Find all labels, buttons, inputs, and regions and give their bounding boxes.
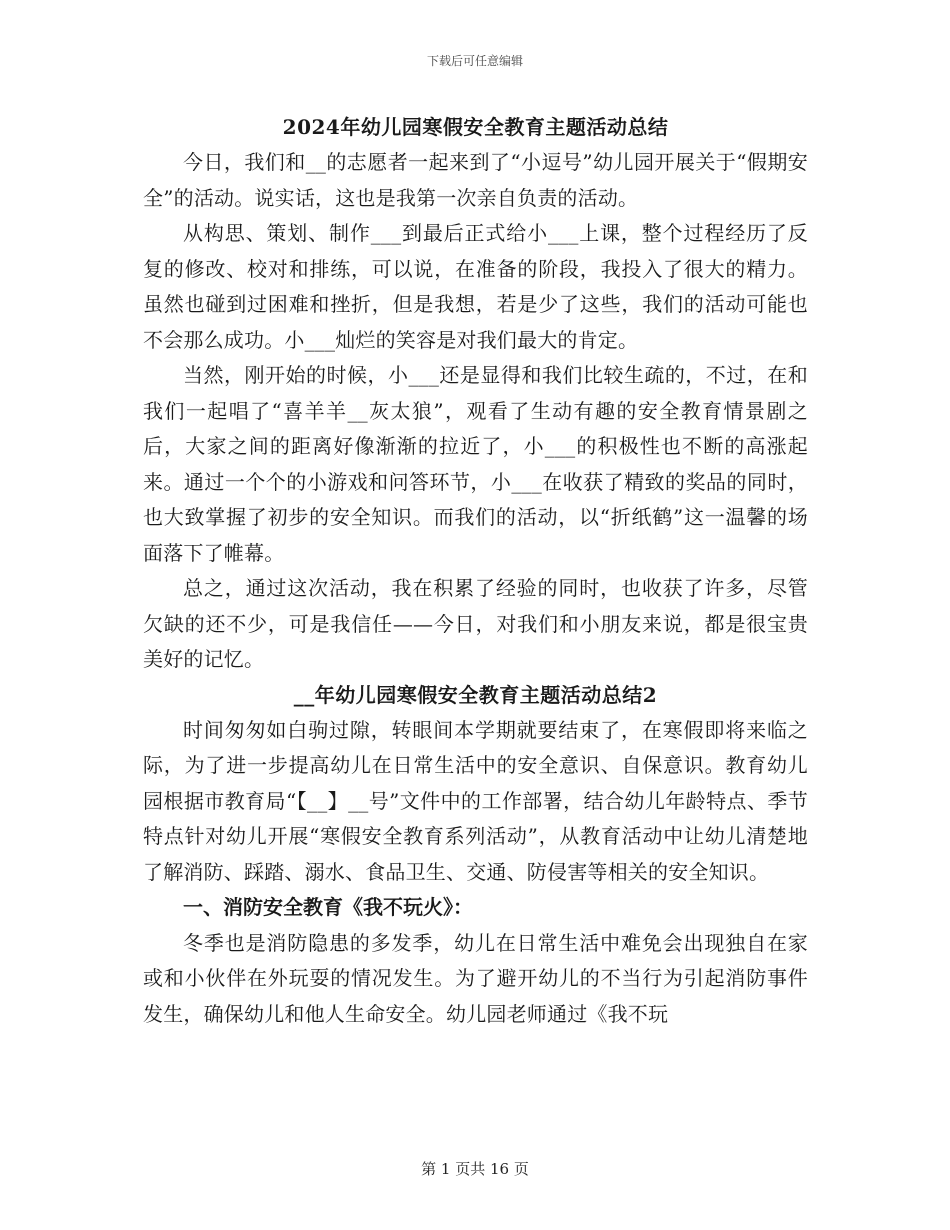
paragraph-3: 当然，刚开始的时候，小___还是显得和我们比较生疏的，不过，在和我们一起唱了“喜羊羊__灰太狼”，观看了生动有趣的安全教育情景剧之后，大家之间的距离好像渐渐的拉近了，小___的积极性也不断的高涨起来。通过一个个的小游戏和问答环节，小___在收获了精致的奖品的同时，也大致掌握了初步的安全知识。而我们的活动，以“折纸鹤”这一温馨的场面落下了帷幕。 <box>143 363 808 565</box>
paragraph-6: 冬季也是消防隐患的多发季，幼儿在日常生活中难免会出现独自在家或和小伙伴在外玩耍的情况发生。为了避开幼儿的不当行为引起消防事件发生，确保幼儿和他人生命安全。幼儿园老师通过《我不玩 <box>143 930 808 1026</box>
document-body <box>143 110 808 1032</box>
header-note: 下载后可任意编辑 <box>426 54 523 68</box>
paragraph-2: 从构思、策划、制作___到最后正式给小___上课，整个过程经历了反复的修改、校对和排练，可以说，在准备的阶段，我投入了很大的精力。虽然也碰到过困难和挫折，但是我想，若是少了这些，我们的活动可能也不会那么成功。小___灿烂的笑容是对我们最大的肯定。 <box>143 221 808 352</box>
section-heading-fire-safety: 一、消防安全教育《我不玩火》： <box>183 895 473 919</box>
document-title: 2024年幼儿园寒假安全教育主题活动总结 <box>282 115 669 139</box>
section-title-2: __年幼儿园寒假安全教育主题活动总结2 <box>293 682 658 707</box>
paragraph-4: 总之，通过这次活动，我在积累了经验的同时，也收获了许多，尽管欠缺的还不少，可是我信任——今日，对我们和小朋友来说，都是很宝贵美好的记忆。 <box>143 576 808 671</box>
page-number: 第 1 页共 16 页 <box>421 1160 529 1178</box>
paragraph-5: 时间匆匆如白驹过隙，转眼间本学期就要结束了，在寒假即将来临之际，为了进一步提高幼儿在日常生活中的安全意识、自保意识。教育幼儿园根据市教育局“【__】__号”文件中的工作部署，结合幼儿年龄特点、季节特点针对幼儿开展“寒假安全教育系列活动”，从教育活动中让幼儿清楚地了解消防、踩踏、溺水、食品卫生、交通、防侵害等相关的安全知识。 <box>143 717 808 884</box>
paragraph-1: 今日，我们和__的志愿者一起来到了“小逗号”幼儿园开展关于“假期安全”的活动。说实话，这也是我第一次亲自负责的活动。 <box>143 150 808 210</box>
